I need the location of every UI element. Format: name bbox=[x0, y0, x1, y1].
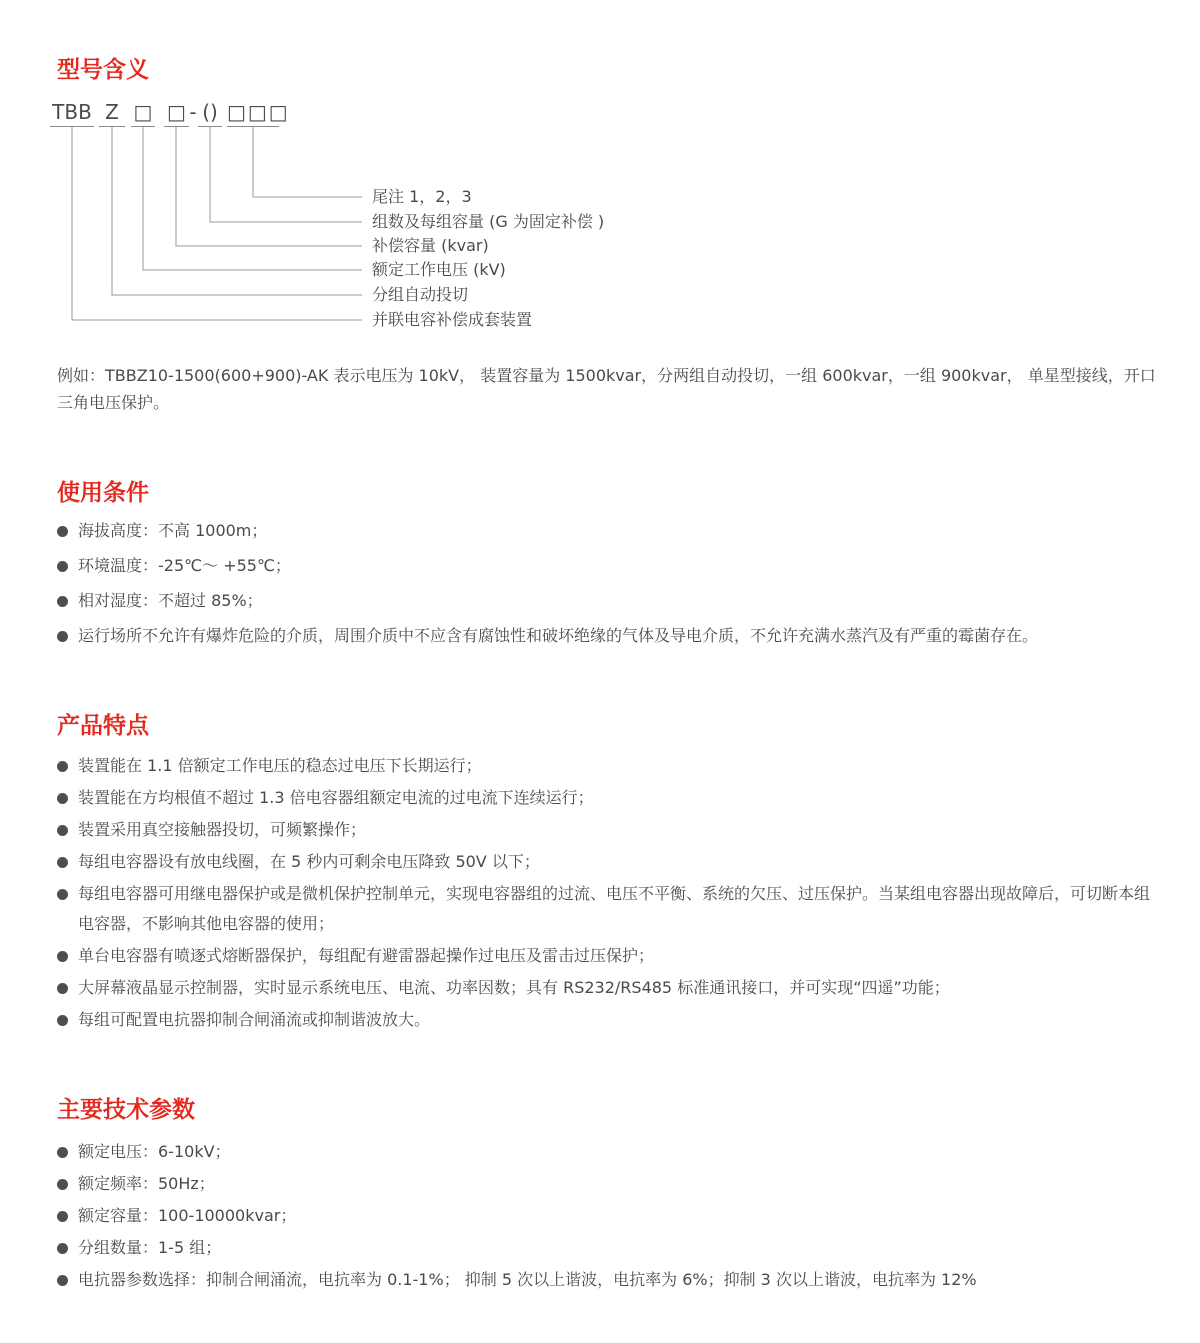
list-item bbox=[57, 1137, 1160, 1167]
model-section-heading: 型号含义 bbox=[57, 57, 149, 83]
features-section-heading: 产品特点 bbox=[57, 713, 149, 739]
feature-text: 每组电容器可用继电器保护或是微机保护控制单元，实现电容器组的过流、电压不平衡、系统的欠压、过压保护。当某组电容器出现故障后，可切断本组电容器，不影响其他电容器的使用； bbox=[78, 884, 1151, 933]
bullet-icon bbox=[57, 825, 68, 836]
model-part-box1: □ bbox=[131, 101, 155, 127]
list-item bbox=[57, 1201, 1160, 1231]
list-item bbox=[57, 973, 1160, 1003]
model-label-capacity: 补偿容量 (kvar) bbox=[372, 236, 489, 255]
list-item bbox=[57, 1233, 1160, 1263]
condition-text: 环境温度：-25℃～ +55℃； bbox=[78, 556, 291, 575]
features-list bbox=[57, 751, 1160, 1035]
bullet-icon bbox=[57, 1211, 68, 1222]
list-item bbox=[57, 1169, 1160, 1199]
list-item bbox=[57, 941, 1160, 971]
condition-text: 相对湿度：不超过 85%； bbox=[78, 591, 263, 610]
list-item bbox=[57, 586, 1160, 616]
model-label-voltage: 额定工作电压 (kV) bbox=[372, 260, 506, 279]
parameter-text: 分组数量：1-5 组； bbox=[78, 1238, 222, 1257]
bullet-icon bbox=[57, 857, 68, 868]
model-part-paren: () bbox=[198, 101, 222, 127]
feature-text: 装置能在 1.1 倍额定工作电压的稳态过电压下长期运行； bbox=[78, 756, 482, 775]
feature-text: 装置采用真空接触器投切，可频繁操作； bbox=[78, 820, 367, 839]
model-part-dash: - bbox=[189, 100, 197, 124]
parameters-list bbox=[57, 1137, 1160, 1295]
list-item bbox=[57, 847, 1160, 877]
bullet-icon bbox=[57, 793, 68, 804]
feature-text: 每组可配置电抗器抑制合闸涌流或抑制谐波放大。 bbox=[78, 1010, 431, 1029]
condition-text: 海拔高度：不高 1000m； bbox=[78, 521, 268, 540]
feature-text: 每组电容器设有放电线圈，在 5 秒内可剩余电压降致 50V 以下； bbox=[78, 852, 540, 871]
list-item bbox=[57, 551, 1160, 581]
model-label-device-type: 并联电容补偿成套装置 bbox=[372, 310, 533, 329]
bullet-icon bbox=[57, 1015, 68, 1026]
bullet-icon bbox=[57, 983, 68, 994]
list-item bbox=[57, 879, 1160, 939]
feature-text: 单台电容器有喷逐式熔断器保护，每组配有避雷器起操作过电压及雷击过压保护； bbox=[78, 946, 655, 965]
bullet-icon bbox=[57, 1179, 68, 1190]
bullet-icon bbox=[57, 526, 68, 537]
bullet-icon bbox=[57, 561, 68, 572]
feature-text: 大屏幕液晶显示控制器，实时显示系统电压、电流、功率因数；具有 RS232/RS485 标准通讯接口，并可实现“四遥”功能； bbox=[78, 978, 950, 997]
parameter-text: 额定电压：6-10kV； bbox=[78, 1142, 231, 1161]
feature-text: 装置能在方均根值不超过 1.3 倍电容器组额定电流的过电流下连续运行； bbox=[78, 788, 594, 807]
model-code-diagram bbox=[0, 101, 1200, 346]
list-item bbox=[57, 1265, 1160, 1295]
model-label-auto-switch: 分组自动投切 bbox=[372, 285, 469, 304]
bullet-icon bbox=[57, 951, 68, 962]
parameter-text: 额定频率：50Hz； bbox=[78, 1174, 215, 1193]
bullet-icon bbox=[57, 596, 68, 607]
model-part-box2: □ bbox=[164, 101, 189, 127]
list-item bbox=[57, 783, 1160, 813]
list-item bbox=[57, 751, 1160, 781]
bullet-icon bbox=[57, 1275, 68, 1286]
bullet-icon bbox=[57, 631, 68, 642]
list-item bbox=[57, 621, 1160, 651]
conditions-section-heading: 使用条件 bbox=[57, 480, 149, 506]
conditions-list bbox=[57, 516, 1160, 651]
model-part-boxes3: □□□ bbox=[227, 101, 279, 127]
parameter-text: 电抗器参数选择：抑制合闸涌流，电抗率为 0.1-1%； 抑制 5 次以上谐波，电抗率为 6%；抑制 3 次以上谐波，电抗率为 12% bbox=[78, 1270, 977, 1289]
model-example-paragraph: 例如：TBBZ10-1500(600+900)-AK 表示电压为 10kV， 装置容量为 1500kvar，分两组自动投切，一组 600kvar，一组 900kvar， 单星型接线，开口三角电压保护。 bbox=[57, 366, 1156, 412]
list-item bbox=[57, 1005, 1160, 1035]
list-item bbox=[57, 815, 1160, 845]
bullet-icon bbox=[57, 1243, 68, 1254]
list-item bbox=[57, 516, 1160, 546]
bullet-icon bbox=[57, 1147, 68, 1158]
model-part-prefix: TBB bbox=[50, 101, 94, 127]
condition-text: 运行场所不允许有爆炸危险的介质，周围介质中不应含有腐蚀性和破坏绝缘的气体及导电介质，不允许充满水蒸汽及有严重的霉菌存在。 bbox=[78, 626, 1039, 645]
bullet-icon bbox=[57, 889, 68, 900]
model-part-switching: Z bbox=[99, 101, 125, 127]
model-label-suffix: 尾注 1，2，3 bbox=[372, 187, 472, 206]
parameters-section-heading: 主要技术参数 bbox=[57, 1097, 195, 1123]
parameter-text: 额定容量：100-10000kvar； bbox=[78, 1206, 297, 1225]
bullet-icon bbox=[57, 761, 68, 772]
model-label-groups: 组数及每组容量 (G 为固定补偿 ) bbox=[372, 212, 605, 231]
